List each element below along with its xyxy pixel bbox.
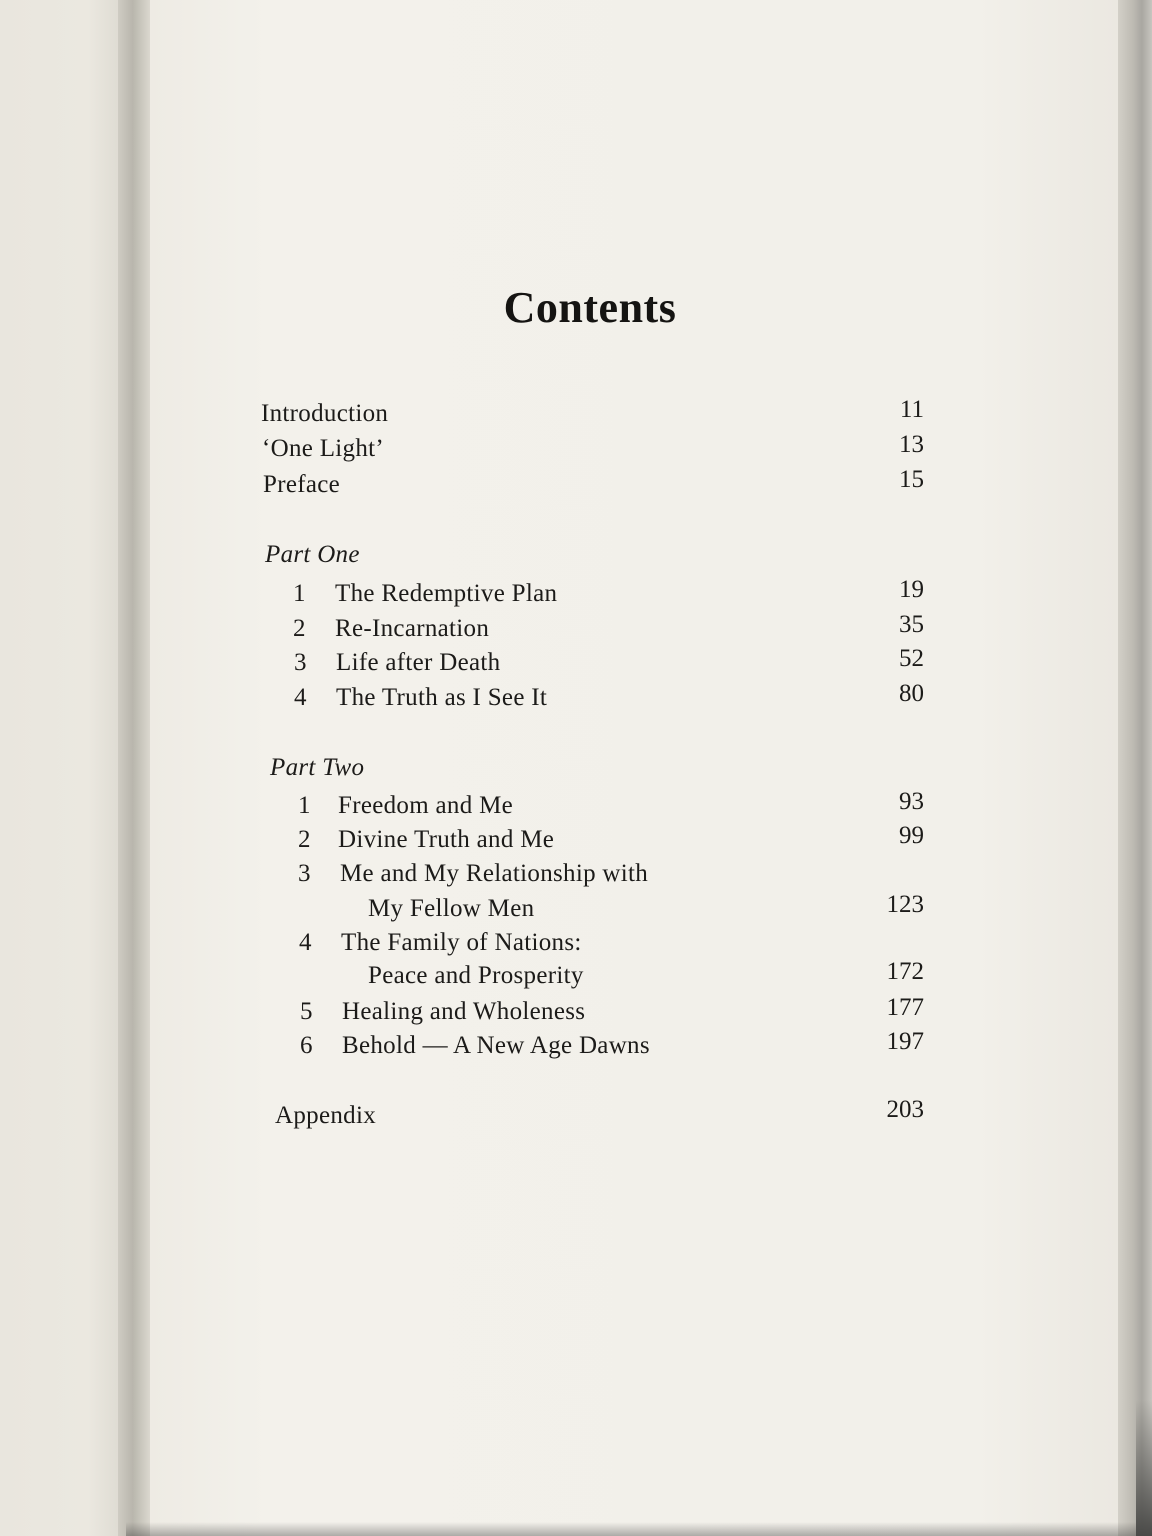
toc-page-number: 99 [899, 822, 924, 849]
toc-entry-label: ‘One Light’ [262, 435, 385, 462]
toc-page-number: 80 [899, 680, 924, 707]
chapter-number: 4 [299, 929, 312, 956]
chapter-title: Me and My Relationship with [340, 860, 649, 887]
toc-page-number: 123 [886, 891, 924, 918]
toc-entry-label: Appendix [275, 1102, 376, 1129]
toc-page-number: 15 [899, 466, 924, 493]
chapter-title: Behold — A New Age Dawns [342, 1032, 650, 1059]
chapter-number: 2 [298, 826, 311, 853]
toc-entry-label: Introduction [261, 400, 389, 427]
toc-page-number: 93 [899, 788, 924, 815]
chapter-number: 6 [300, 1032, 313, 1059]
chapter-number: 1 [293, 580, 306, 607]
chapter-title: Re-Incarnation [335, 615, 490, 642]
toc-page-number: 11 [899, 396, 924, 423]
toc-page-number: 172 [886, 958, 924, 985]
toc-page-number: 177 [886, 994, 924, 1021]
chapter-title: The Truth as I See It [336, 684, 548, 711]
chapter-number: 4 [294, 684, 307, 711]
toc-page-number: 35 [899, 611, 924, 638]
part-one-heading: Part One [265, 541, 360, 568]
toc-page-number: 19 [899, 576, 924, 603]
toc-page-number: 52 [899, 645, 924, 672]
chapter-number: 3 [294, 649, 307, 676]
toc-entry-label: Preface [263, 471, 341, 498]
chapter-title-cont: My Fellow Men [368, 895, 535, 922]
chapter-number: 3 [298, 860, 311, 887]
chapter-title: Healing and Wholeness [342, 998, 586, 1025]
chapter-number: 2 [293, 615, 306, 642]
chapter-title: Freedom and Me [338, 792, 513, 819]
chapter-number: 1 [298, 792, 311, 819]
chapter-title: The Family of Nations: [341, 929, 582, 956]
toc-page-number: 203 [886, 1096, 924, 1123]
chapter-number: 5 [300, 998, 313, 1025]
toc-page-number: 13 [899, 431, 924, 458]
part-two-heading: Part Two [270, 754, 365, 781]
page-title: Contents [503, 283, 677, 332]
chapter-title: Life after Death [336, 649, 501, 676]
chapter-title-cont: Peace and Prosperity [368, 962, 584, 989]
chapter-title: Divine Truth and Me [338, 826, 555, 853]
toc-page-number: 197 [886, 1028, 924, 1055]
chapter-title: The Redemptive Plan [335, 580, 558, 607]
